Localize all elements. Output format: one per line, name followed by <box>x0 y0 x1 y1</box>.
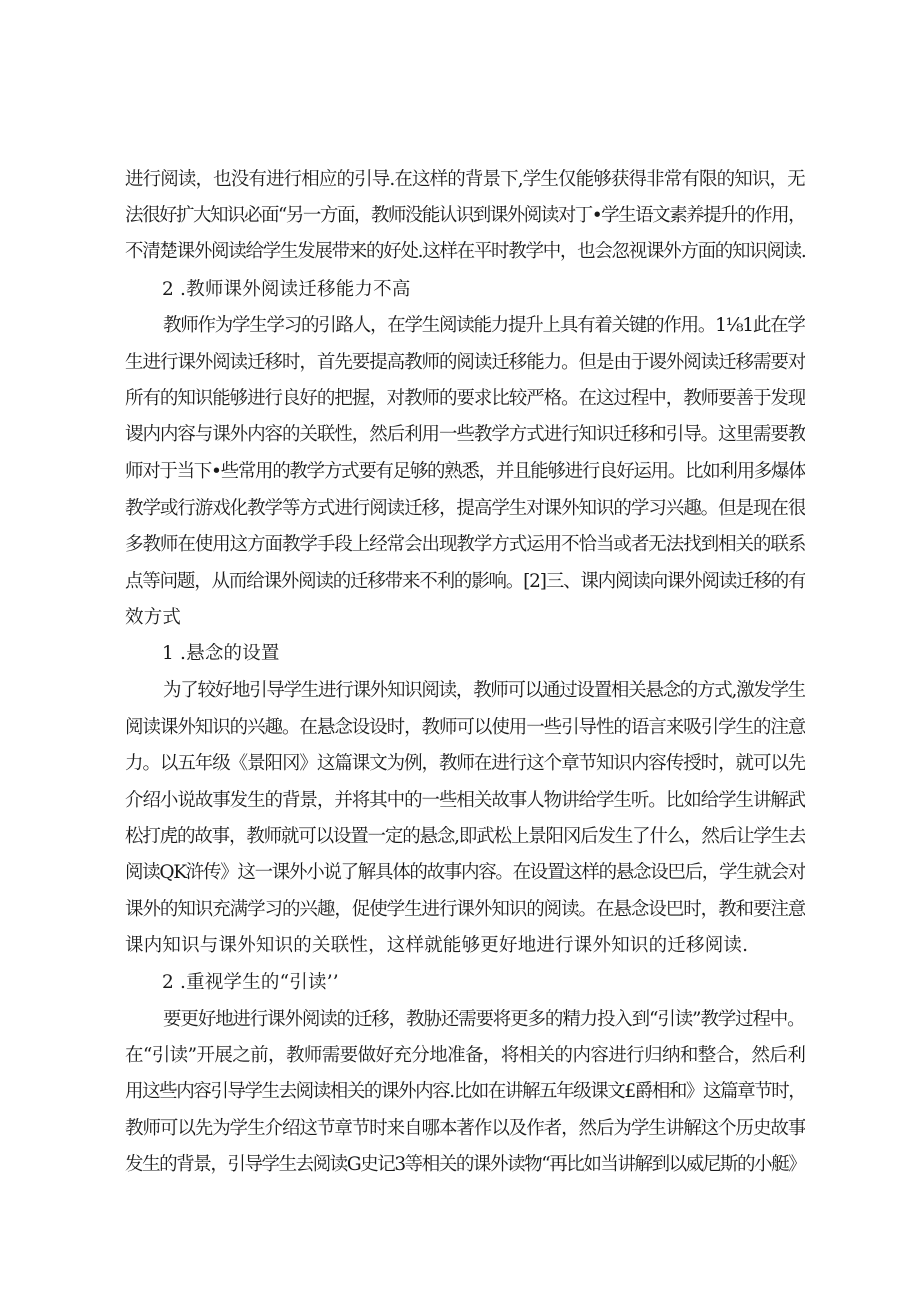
paragraph-line: 课外的知识充满学习的兴趣，促使学生进行课外知识的阅读。在悬念设巴时，教和要注意 <box>125 899 805 920</box>
section-heading: 1 .悬念的设置 <box>162 643 280 664</box>
paragraph-line: 课内知识与课外知识的关联性，这样就能够更好地进行课外知识的迁移阅读. <box>125 935 749 956</box>
paragraph-line: 法很好扩大知识必面“另一方面，教师没能认识到课外阅读对丁•学生语文素养提升的作用， <box>125 205 805 226</box>
paragraph-line: 松打虎的故事，教师就可以设置一定的悬念,即武松上景阳冈后发生了什么，然后让学生去 <box>125 826 805 847</box>
paragraph-line: 阅读QK浒传》这一课外小说了解具体的故事内容。在设置这样的悬念设巴后，学生就会对 <box>125 862 805 883</box>
paragraph-line: 师对于当下•些常用的教学方式要有足够的熟悉，并且能够进行良好运用。比如利用多爆体 <box>125 461 805 482</box>
paragraph-line: 所有的知识能够进行良好的把握，对教师的要求比较严格。在这过程中，教师要善于发现 <box>125 388 805 409</box>
paragraph-line: 生进行课外阅读迁移时，首先要提高教师的阅读迁移能力。但是由于谡外阅读迁移需要对 <box>125 352 805 373</box>
paragraph-line: 介绍小说故事发生的背景，并将其中的一些相关故事人物讲给学生听。比如给学生讲解武 <box>125 790 805 811</box>
paragraph-line: 多教师在使用这方面教学手段上经常会出现教学方式运用不恰当或者无法找到相关的联系 <box>125 534 805 555</box>
paragraph-line: 为了较好地引导学生进行课外知识阅读，教师可以通过设置相关悬念的方式,激发学生 <box>163 680 805 701</box>
paragraph-line: 不清楚课外阅读给学生发展带来的好处.这样在平时教学中，也会忽视课外方面的知识阅读. <box>125 241 805 262</box>
paragraph-line: 发生的背景，引导学生去阅读G史记3等相关的课外读物“再比如当讲解到以威尼斯的小艇》 <box>125 1154 805 1175</box>
paragraph-line: 教师可以先为学生介绍这节章节时来自哪本著作以及作者，然后为学生讲解这个历史故事 <box>125 1118 805 1139</box>
paragraph-line: 用这些内容引导学生去阅读相关的课外内容.比如在讲解五年级课文£爵相和》这篇章节时， <box>125 1081 805 1102</box>
paragraph-line: 在“引读”开展之前，教师需要做好充分地准备，将相关的内容进行归纳和整合，然后利 <box>125 1045 805 1066</box>
paragraph-line: 点等问题，从而给课外阅读的迁移带来不利的影响。[2]三、课内阅读向课外阅读迁移的有 <box>125 571 805 592</box>
paragraph-line: 进行阅读，也没有进行相应的引导.在这样的背景下,学生仅能够获得非常有限的知识，无 <box>125 169 805 190</box>
paragraph-line: 教学或行游戏化教学等方式进行阅读迁移，提高学生对课外知识的学习兴趣。但是现在很 <box>125 498 805 519</box>
paragraph-line: 效方式 <box>125 607 182 628</box>
paragraph-line: 力。以五年级《景阳冈》这篇课文为例，教师在进行这个章节知识内容传授时，就可以先 <box>125 753 805 774</box>
paragraph-line: 阅读课外知识的兴趣。在悬念设设时，教师可以使用一些引导性的语言来吸引学生的注意 <box>125 717 805 738</box>
paragraph-line: 谡内内容与课外内容的关联性，然后利用一些教学方式进行知识迁移和引导。这里需要教 <box>125 424 805 445</box>
section-heading: 2 .教师课外阅读迁移能力不高 <box>162 279 411 300</box>
paragraph-line: 要更好地进行课外阅读的迁移，教胁还需要将更多的精力投入到“引读”教学过程中。 <box>163 1009 805 1030</box>
section-heading: 2 .重视学生的“引读’’ <box>162 972 339 993</box>
paragraph-line: 教师作为学生学习的引路人，在学生阅读能力提升上具有着关键的作用。1⅛1此在学 <box>163 315 805 336</box>
